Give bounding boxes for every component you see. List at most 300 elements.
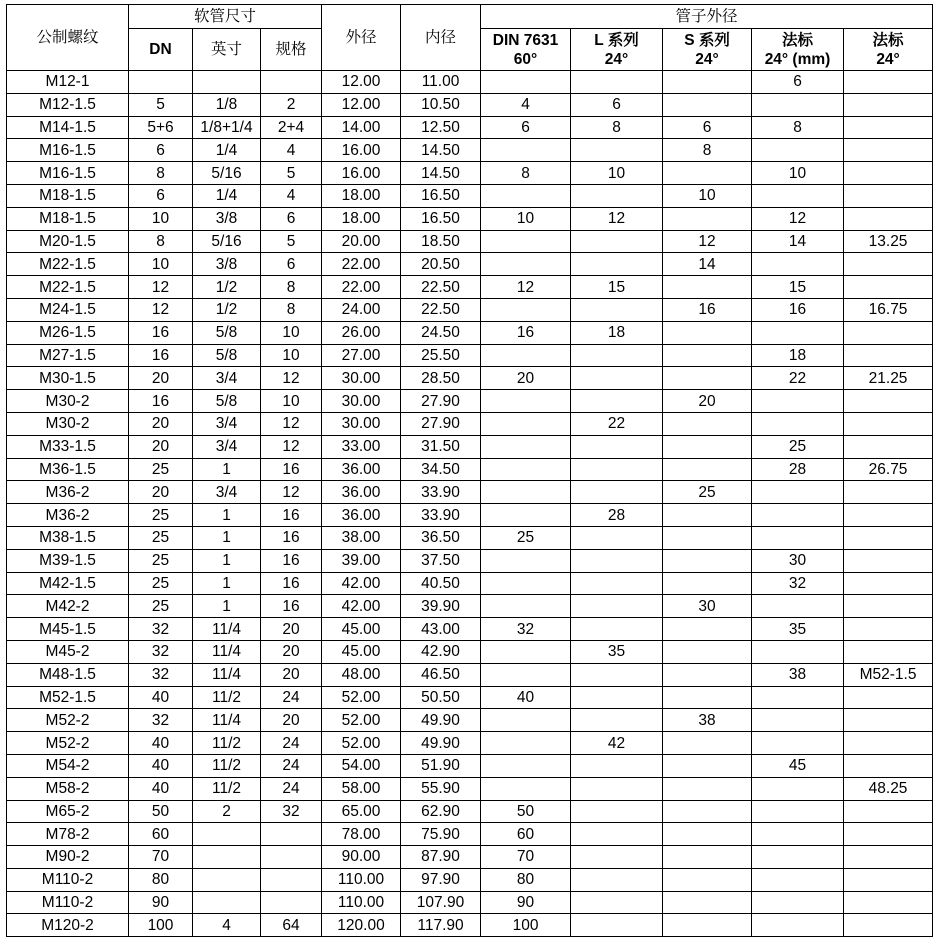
cell-inner-diameter: 87.90 xyxy=(401,846,481,869)
cell-thread: M12-1.5 xyxy=(7,93,129,116)
cell-outer-diameter: 65.00 xyxy=(322,800,401,823)
table-row xyxy=(7,800,933,823)
cell-spec: 16 xyxy=(261,572,322,595)
cell-spec xyxy=(261,71,322,94)
table-row xyxy=(7,823,933,846)
table-row xyxy=(7,412,933,435)
cell-din-7631: 50 xyxy=(481,800,571,823)
table-row xyxy=(7,276,933,299)
cell-din-7631 xyxy=(481,732,571,755)
cell-dn: 25 xyxy=(129,572,193,595)
cell-l-series xyxy=(571,139,663,162)
cell-outer-diameter: 52.00 xyxy=(322,686,401,709)
cell-s-series xyxy=(663,846,752,869)
cell-french-mm xyxy=(752,504,844,527)
header-din-7631 xyxy=(481,29,571,71)
header-din-line2: 60° xyxy=(513,50,538,68)
cell-s-series xyxy=(663,891,752,914)
table-row xyxy=(7,686,933,709)
cell-outer-diameter: 42.00 xyxy=(322,595,401,618)
cell-s-series xyxy=(663,458,752,481)
cell-dn: 16 xyxy=(129,390,193,413)
cell-s-series: 25 xyxy=(663,481,752,504)
cell-inch: 11/4 xyxy=(193,640,261,663)
table-row xyxy=(7,777,933,800)
cell-din-7631: 25 xyxy=(481,526,571,549)
cell-inch xyxy=(193,823,261,846)
cell-din-7631 xyxy=(481,344,571,367)
cell-thread: M52-2 xyxy=(7,732,129,755)
cell-inch: 3/4 xyxy=(193,435,261,458)
cell-dn: 25 xyxy=(129,504,193,527)
cell-s-series xyxy=(663,777,752,800)
header-s-line2: 24° xyxy=(695,50,719,68)
cell-dn: 6 xyxy=(129,139,193,162)
table-row xyxy=(7,93,933,116)
cell-spec: 2 xyxy=(261,93,322,116)
cell-french xyxy=(844,253,933,276)
cell-thread: M24-1.5 xyxy=(7,298,129,321)
table-row xyxy=(7,481,933,504)
cell-french-mm xyxy=(752,321,844,344)
cell-din-7631 xyxy=(481,481,571,504)
cell-inch: 1/2 xyxy=(193,298,261,321)
cell-s-series xyxy=(663,504,752,527)
cell-french xyxy=(844,914,933,937)
cell-inner-diameter: 117.90 xyxy=(401,914,481,937)
cell-l-series xyxy=(571,344,663,367)
table-row xyxy=(7,458,933,481)
cell-french xyxy=(844,709,933,732)
cell-french xyxy=(844,891,933,914)
header-l-line2: 24° xyxy=(604,50,629,68)
cell-dn: 25 xyxy=(129,458,193,481)
cell-inner-diameter: 33.90 xyxy=(401,481,481,504)
cell-din-7631: 4 xyxy=(481,93,571,116)
cell-thread: M33-1.5 xyxy=(7,435,129,458)
cell-s-series xyxy=(663,549,752,572)
cell-inner-diameter: 75.90 xyxy=(401,823,481,846)
cell-s-series: 16 xyxy=(663,298,752,321)
cell-french-mm: 10 xyxy=(752,162,844,185)
cell-dn: 80 xyxy=(129,868,193,891)
cell-outer-diameter: 18.00 xyxy=(322,207,401,230)
table-row xyxy=(7,435,933,458)
cell-s-series: 30 xyxy=(663,595,752,618)
cell-inner-diameter: 97.90 xyxy=(401,868,481,891)
cell-inner-diameter: 51.90 xyxy=(401,754,481,777)
header-din-line1: DIN 7631 xyxy=(492,31,559,49)
cell-inner-diameter: 22.50 xyxy=(401,276,481,299)
table-row xyxy=(7,321,933,344)
cell-thread: M22-1.5 xyxy=(7,276,129,299)
cell-s-series: 12 xyxy=(663,230,752,253)
cell-spec: 16 xyxy=(261,549,322,572)
cell-outer-diameter: 24.00 xyxy=(322,298,401,321)
cell-l-series: 6 xyxy=(571,93,663,116)
cell-thread: M65-2 xyxy=(7,800,129,823)
cell-dn: 8 xyxy=(129,230,193,253)
cell-l-series xyxy=(571,549,663,572)
cell-spec: 12 xyxy=(261,481,322,504)
cell-inner-diameter: 46.50 xyxy=(401,663,481,686)
cell-french-mm xyxy=(752,93,844,116)
cell-inch: 11/2 xyxy=(193,732,261,755)
header-french xyxy=(844,29,933,71)
cell-french xyxy=(844,162,933,185)
cell-inch: 1/4 xyxy=(193,139,261,162)
cell-l-series xyxy=(571,298,663,321)
header-french-line1: 法标 xyxy=(872,31,904,49)
cell-french-mm xyxy=(752,686,844,709)
cell-inner-diameter: 43.00 xyxy=(401,618,481,641)
cell-l-series xyxy=(571,800,663,823)
cell-dn: 32 xyxy=(129,709,193,732)
cell-inch xyxy=(193,846,261,869)
cell-thread: M42-2 xyxy=(7,595,129,618)
cell-french-mm: 16 xyxy=(752,298,844,321)
cell-french-mm xyxy=(752,139,844,162)
table-row xyxy=(7,640,933,663)
cell-outer-diameter: 36.00 xyxy=(322,504,401,527)
cell-din-7631: 60 xyxy=(481,823,571,846)
cell-french-mm xyxy=(752,412,844,435)
cell-l-series: 22 xyxy=(571,412,663,435)
header-inch: 英寸 xyxy=(193,29,261,71)
cell-dn: 12 xyxy=(129,276,193,299)
cell-din-7631 xyxy=(481,754,571,777)
cell-dn: 70 xyxy=(129,846,193,869)
cell-spec: 4 xyxy=(261,184,322,207)
cell-outer-diameter: 33.00 xyxy=(322,435,401,458)
cell-thread: M45-1.5 xyxy=(7,618,129,641)
cell-french-mm: 18 xyxy=(752,344,844,367)
cell-din-7631: 6 xyxy=(481,116,571,139)
cell-l-series xyxy=(571,686,663,709)
cell-din-7631: 32 xyxy=(481,618,571,641)
cell-l-series xyxy=(571,230,663,253)
header-l-line1: L 系列 xyxy=(594,31,639,49)
cell-inner-diameter: 39.90 xyxy=(401,595,481,618)
cell-dn: 32 xyxy=(129,618,193,641)
cell-spec: 5 xyxy=(261,162,322,185)
cell-french xyxy=(844,390,933,413)
cell-inch: 1 xyxy=(193,549,261,572)
cell-s-series xyxy=(663,868,752,891)
cell-din-7631 xyxy=(481,184,571,207)
cell-spec xyxy=(261,846,322,869)
cell-inner-diameter: 50.50 xyxy=(401,686,481,709)
cell-outer-diameter: 110.00 xyxy=(322,868,401,891)
header-outer-diameter: 外径 xyxy=(322,5,401,71)
cell-outer-diameter: 90.00 xyxy=(322,846,401,869)
cell-inner-diameter: 22.50 xyxy=(401,298,481,321)
cell-l-series xyxy=(571,914,663,937)
cell-inner-diameter: 28.50 xyxy=(401,367,481,390)
cell-l-series xyxy=(571,846,663,869)
cell-thread: M120-2 xyxy=(7,914,129,937)
cell-inch: 4 xyxy=(193,914,261,937)
header-s-series xyxy=(663,29,752,71)
cell-s-series: 20 xyxy=(663,390,752,413)
cell-french-mm xyxy=(752,846,844,869)
cell-french: 48.25 xyxy=(844,777,933,800)
cell-outer-diameter: 45.00 xyxy=(322,618,401,641)
cell-outer-diameter: 39.00 xyxy=(322,549,401,572)
cell-spec: 64 xyxy=(261,914,322,937)
cell-spec: 16 xyxy=(261,526,322,549)
cell-spec: 24 xyxy=(261,777,322,800)
cell-thread: M14-1.5 xyxy=(7,116,129,139)
cell-dn: 20 xyxy=(129,481,193,504)
cell-dn: 32 xyxy=(129,640,193,663)
cell-outer-diameter: 12.00 xyxy=(322,71,401,94)
cell-outer-diameter: 48.00 xyxy=(322,663,401,686)
cell-din-7631: 10 xyxy=(481,207,571,230)
cell-thread: M110-2 xyxy=(7,868,129,891)
header-pipe-od: 管子外径 xyxy=(481,5,933,29)
cell-inner-diameter: 34.50 xyxy=(401,458,481,481)
cell-french-mm xyxy=(752,777,844,800)
cell-dn: 8 xyxy=(129,162,193,185)
cell-french xyxy=(844,93,933,116)
table-row xyxy=(7,663,933,686)
cell-l-series xyxy=(571,184,663,207)
cell-french-mm xyxy=(752,800,844,823)
cell-french-mm xyxy=(752,914,844,937)
cell-s-series xyxy=(663,572,752,595)
cell-din-7631 xyxy=(481,663,571,686)
cell-outer-diameter: 22.00 xyxy=(322,276,401,299)
cell-thread: M54-2 xyxy=(7,754,129,777)
cell-s-series xyxy=(663,71,752,94)
cell-inner-diameter: 37.50 xyxy=(401,549,481,572)
cell-outer-diameter: 38.00 xyxy=(322,526,401,549)
cell-s-series xyxy=(663,344,752,367)
cell-l-series xyxy=(571,823,663,846)
cell-french xyxy=(844,116,933,139)
cell-din-7631 xyxy=(481,435,571,458)
cell-din-7631 xyxy=(481,412,571,435)
cell-l-series xyxy=(571,663,663,686)
table-row xyxy=(7,732,933,755)
table-row xyxy=(7,207,933,230)
cell-french-mm: 12 xyxy=(752,207,844,230)
cell-inner-diameter: 24.50 xyxy=(401,321,481,344)
cell-spec: 20 xyxy=(261,663,322,686)
cell-din-7631: 20 xyxy=(481,367,571,390)
cell-spec xyxy=(261,891,322,914)
cell-spec: 8 xyxy=(261,276,322,299)
cell-spec: 10 xyxy=(261,390,322,413)
cell-inch: 1 xyxy=(193,458,261,481)
cell-din-7631: 12 xyxy=(481,276,571,299)
cell-s-series: 10 xyxy=(663,184,752,207)
cell-french xyxy=(844,595,933,618)
cell-french: 26.75 xyxy=(844,458,933,481)
header-l-series xyxy=(571,29,663,71)
cell-spec: 24 xyxy=(261,732,322,755)
cell-outer-diameter: 110.00 xyxy=(322,891,401,914)
table-row xyxy=(7,846,933,869)
cell-din-7631: 16 xyxy=(481,321,571,344)
cell-french-mm: 28 xyxy=(752,458,844,481)
cell-l-series: 28 xyxy=(571,504,663,527)
cell-inner-diameter: 27.90 xyxy=(401,390,481,413)
cell-l-series: 15 xyxy=(571,276,663,299)
cell-thread: M52-1.5 xyxy=(7,686,129,709)
table-row xyxy=(7,298,933,321)
cell-inner-diameter: 20.50 xyxy=(401,253,481,276)
cell-spec: 5 xyxy=(261,230,322,253)
cell-inner-diameter: 11.00 xyxy=(401,71,481,94)
cell-s-series xyxy=(663,367,752,390)
cell-thread: M22-1.5 xyxy=(7,253,129,276)
header-dn: DN xyxy=(129,29,193,71)
cell-french-mm: 8 xyxy=(752,116,844,139)
table-row xyxy=(7,914,933,937)
cell-outer-diameter: 12.00 xyxy=(322,93,401,116)
cell-s-series xyxy=(663,800,752,823)
cell-outer-diameter: 120.00 xyxy=(322,914,401,937)
cell-l-series xyxy=(571,435,663,458)
cell-inch: 3/4 xyxy=(193,481,261,504)
table-row xyxy=(7,116,933,139)
cell-s-series xyxy=(663,321,752,344)
cell-s-series xyxy=(663,276,752,299)
cell-thread: M42-1.5 xyxy=(7,572,129,595)
cell-inch: 11/4 xyxy=(193,618,261,641)
table-row xyxy=(7,344,933,367)
cell-outer-diameter: 52.00 xyxy=(322,709,401,732)
cell-french: M52-1.5 xyxy=(844,663,933,686)
cell-s-series xyxy=(663,207,752,230)
table-row xyxy=(7,618,933,641)
cell-inch xyxy=(193,71,261,94)
cell-dn: 25 xyxy=(129,526,193,549)
cell-spec xyxy=(261,823,322,846)
cell-french xyxy=(844,412,933,435)
cell-s-series xyxy=(663,754,752,777)
cell-french xyxy=(844,686,933,709)
cell-din-7631 xyxy=(481,504,571,527)
table-row xyxy=(7,709,933,732)
cell-s-series xyxy=(663,823,752,846)
cell-thread: M20-1.5 xyxy=(7,230,129,253)
cell-outer-diameter: 58.00 xyxy=(322,777,401,800)
cell-l-series xyxy=(571,367,663,390)
cell-thread: M26-1.5 xyxy=(7,321,129,344)
cell-french xyxy=(844,754,933,777)
header-inner-diameter: 内径 xyxy=(401,5,481,71)
cell-inner-diameter: 14.50 xyxy=(401,139,481,162)
cell-french xyxy=(844,481,933,504)
cell-thread: M48-1.5 xyxy=(7,663,129,686)
cell-din-7631: 8 xyxy=(481,162,571,185)
cell-dn: 20 xyxy=(129,435,193,458)
table-row xyxy=(7,504,933,527)
cell-inner-diameter: 31.50 xyxy=(401,435,481,458)
cell-l-series xyxy=(571,526,663,549)
cell-l-series: 42 xyxy=(571,732,663,755)
cell-thread: M18-1.5 xyxy=(7,207,129,230)
cell-french-mm: 45 xyxy=(752,754,844,777)
cell-french xyxy=(844,344,933,367)
cell-french xyxy=(844,207,933,230)
cell-s-series: 8 xyxy=(663,139,752,162)
cell-din-7631: 40 xyxy=(481,686,571,709)
cell-thread: M27-1.5 xyxy=(7,344,129,367)
cell-l-series: 35 xyxy=(571,640,663,663)
cell-inch: 5/8 xyxy=(193,321,261,344)
cell-dn xyxy=(129,71,193,94)
cell-french xyxy=(844,71,933,94)
cell-l-series xyxy=(571,891,663,914)
cell-french-mm xyxy=(752,390,844,413)
table-row xyxy=(7,549,933,572)
cell-french-mm xyxy=(752,595,844,618)
cell-din-7631 xyxy=(481,549,571,572)
cell-inch: 3/4 xyxy=(193,412,261,435)
cell-outer-diameter: 18.00 xyxy=(322,184,401,207)
table-row xyxy=(7,868,933,891)
cell-spec: 16 xyxy=(261,504,322,527)
cell-inch: 1/2 xyxy=(193,276,261,299)
cell-l-series xyxy=(571,777,663,800)
cell-outer-diameter: 22.00 xyxy=(322,253,401,276)
table-row xyxy=(7,526,933,549)
cell-outer-diameter: 30.00 xyxy=(322,412,401,435)
cell-dn: 25 xyxy=(129,595,193,618)
cell-din-7631 xyxy=(481,71,571,94)
cell-inch: 1 xyxy=(193,504,261,527)
cell-thread: M58-2 xyxy=(7,777,129,800)
cell-l-series xyxy=(571,458,663,481)
cell-inner-diameter: 40.50 xyxy=(401,572,481,595)
cell-s-series xyxy=(663,640,752,663)
cell-dn: 16 xyxy=(129,344,193,367)
cell-s-series xyxy=(663,412,752,435)
cell-thread: M30-2 xyxy=(7,412,129,435)
cell-french-mm xyxy=(752,823,844,846)
cell-inch: 1 xyxy=(193,595,261,618)
table-row xyxy=(7,367,933,390)
cell-thread: M39-1.5 xyxy=(7,549,129,572)
cell-french xyxy=(844,184,933,207)
cell-s-series xyxy=(663,618,752,641)
cell-spec: 12 xyxy=(261,412,322,435)
cell-inner-diameter: 27.90 xyxy=(401,412,481,435)
header-french-mm-line1: 法标 xyxy=(782,31,814,49)
cell-thread: M18-1.5 xyxy=(7,184,129,207)
cell-dn: 5 xyxy=(129,93,193,116)
cell-dn: 25 xyxy=(129,549,193,572)
cell-french xyxy=(844,572,933,595)
cell-french-mm: 15 xyxy=(752,276,844,299)
header-spec: 规格 xyxy=(261,29,322,71)
header-thread: 公制螺纹 xyxy=(7,5,129,71)
cell-inner-diameter: 62.90 xyxy=(401,800,481,823)
cell-spec: 16 xyxy=(261,458,322,481)
cell-outer-diameter: 36.00 xyxy=(322,481,401,504)
cell-thread: M36-2 xyxy=(7,504,129,527)
cell-thread: M36-1.5 xyxy=(7,458,129,481)
cell-inch: 5/16 xyxy=(193,162,261,185)
cell-inner-diameter: 18.50 xyxy=(401,230,481,253)
table-row xyxy=(7,572,933,595)
cell-inner-diameter: 14.50 xyxy=(401,162,481,185)
cell-thread: M30-2 xyxy=(7,390,129,413)
